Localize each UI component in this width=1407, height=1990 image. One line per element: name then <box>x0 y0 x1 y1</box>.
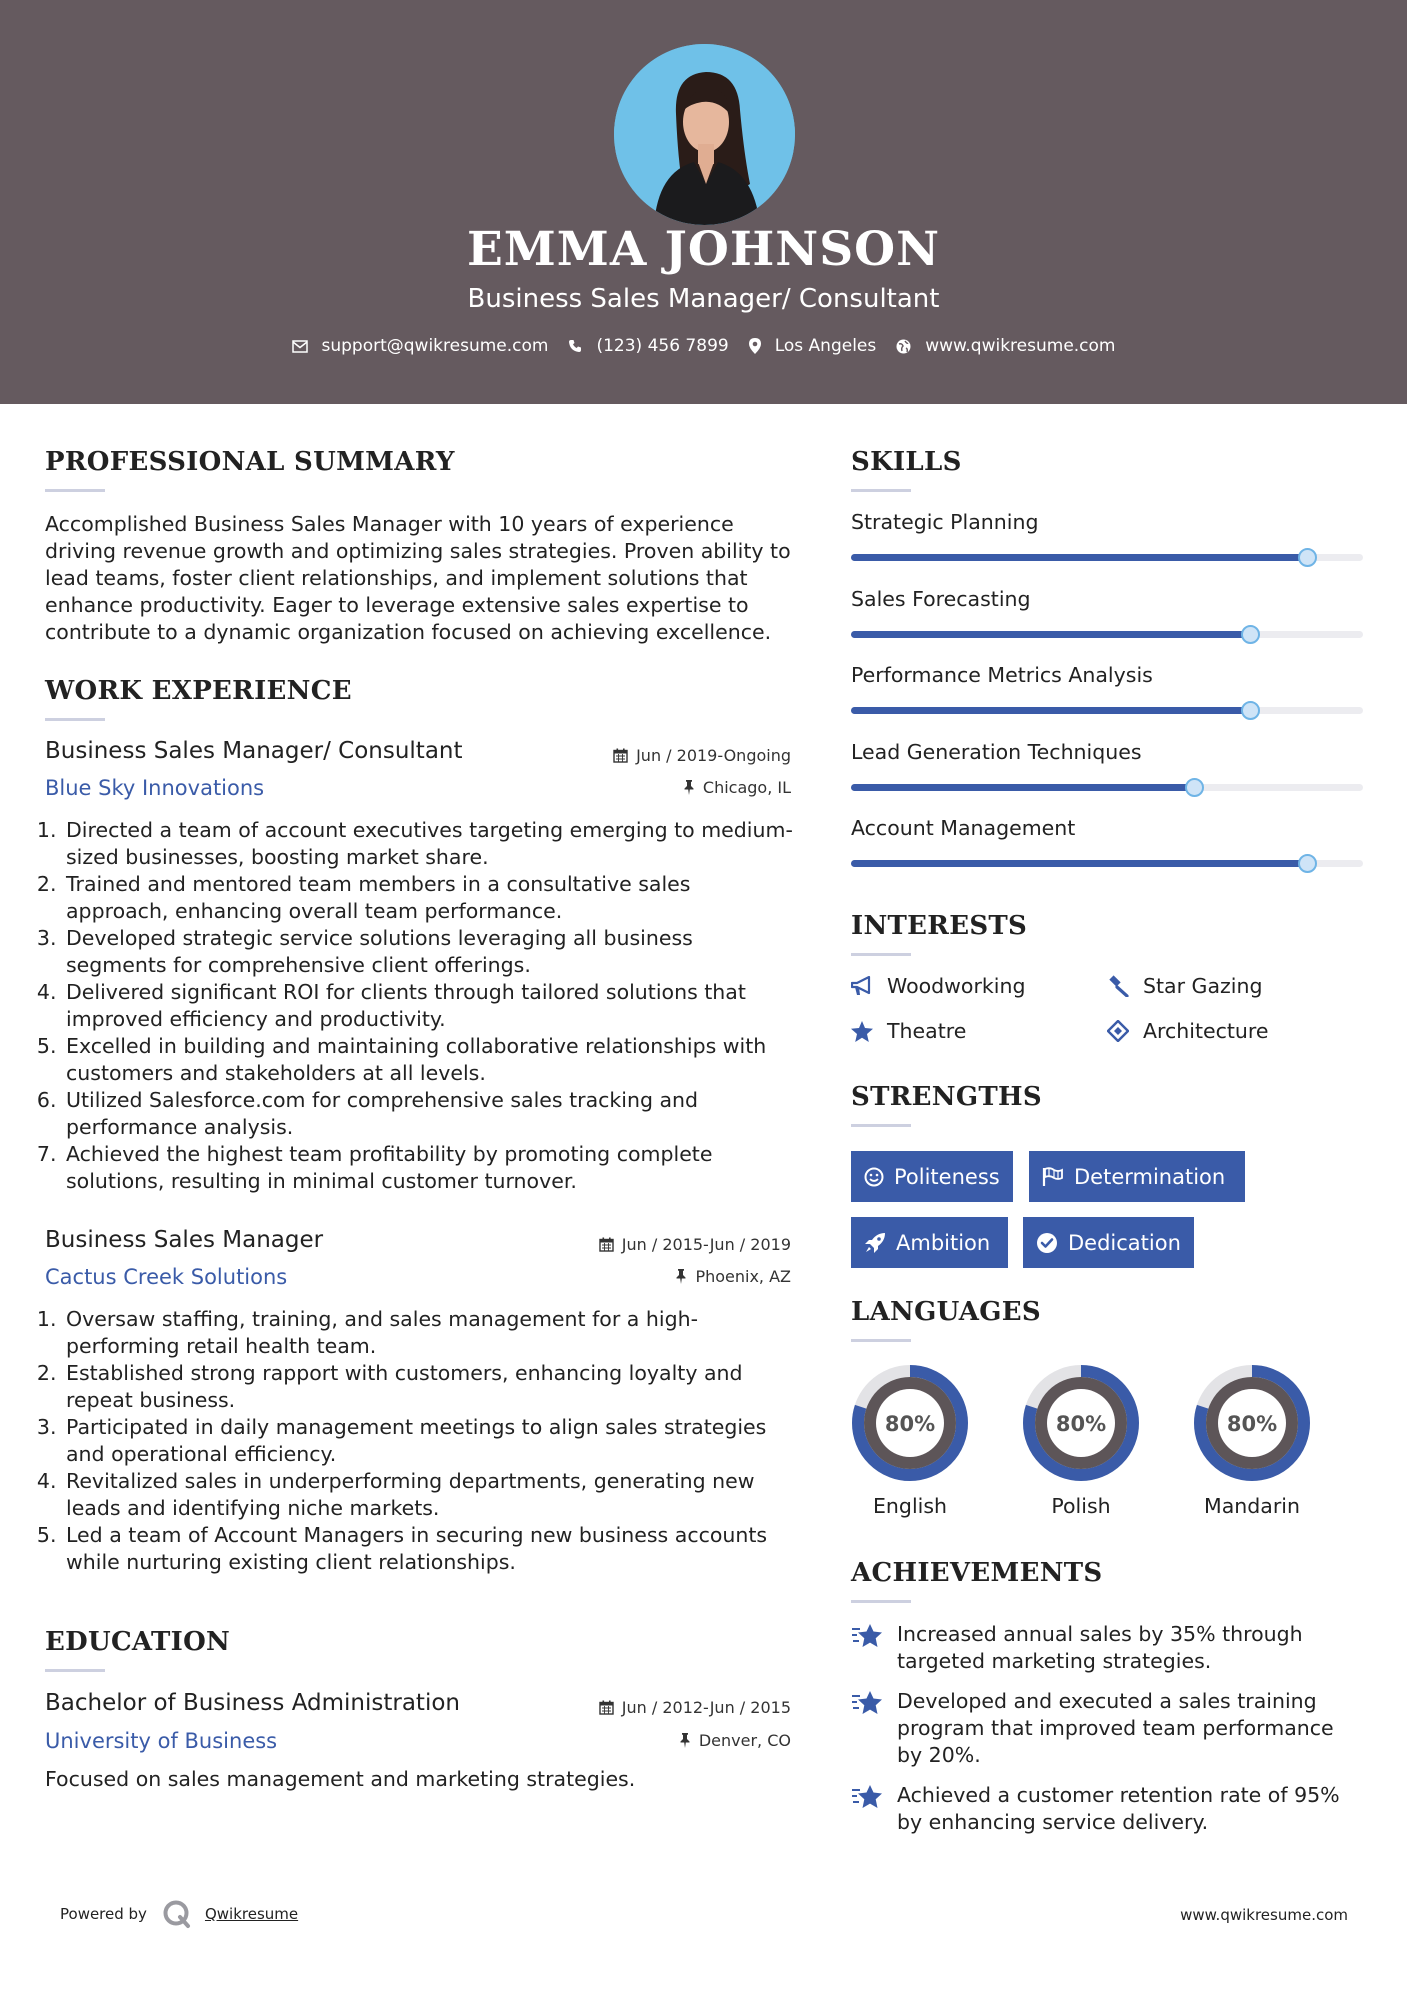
list-item: 2. Trained and mentored team members in a consultative sales approach, enhancing overall team performance. <box>63 871 795 925</box>
strength-label: Ambition <box>896 1230 991 1255</box>
job-date-text: Jun / 2015-Jun / 2019 <box>621 1235 791 1254</box>
contact-location-text: Los Angeles <box>774 336 877 356</box>
trophy-star-icon <box>851 1784 883 1810</box>
envelope-icon <box>292 340 308 353</box>
achievement-item <box>851 1782 1361 1836</box>
section-underline <box>45 718 105 721</box>
rocket-icon <box>864 1232 886 1254</box>
contact-website-text: www.qwikresume.com <box>925 336 1116 356</box>
education-heading: EDUCATION <box>45 1627 231 1657</box>
strength-label: Dedication <box>1068 1230 1181 1255</box>
list-item: 6. Utilized Salesforce.com for comprehensive sales tracking and performance analysis. <box>63 1087 795 1141</box>
skill-level-fill <box>851 631 1250 638</box>
calendar-icon <box>599 1700 614 1715</box>
section-underline <box>851 953 911 956</box>
pushpin-icon <box>679 1733 691 1748</box>
strength-tag <box>1029 1151 1245 1202</box>
skill-level-knob <box>1241 701 1260 720</box>
section-underline <box>851 1124 911 1127</box>
job-bullets <box>45 817 795 1195</box>
job-company: Blue Sky Innovations <box>45 776 265 800</box>
list-item: 4. Revitalized sales in underperforming departments, generating new leads and identifying niche markets. <box>63 1468 795 1522</box>
achievement-text: Achieved a customer retention rate of 95% by enhancing service delivery. <box>897 1783 1340 1834</box>
list-item: 1. Oversaw staffing, training, and sales management for a high-performing retail health team. <box>63 1306 795 1360</box>
contact-phone[interactable] <box>568 336 728 356</box>
experience-heading: WORK EXPERIENCE <box>45 676 352 706</box>
job-bullets <box>45 1306 795 1576</box>
degree-title: Bachelor of Business Administration <box>45 1690 460 1716</box>
strength-label: Determination <box>1074 1164 1226 1189</box>
achievement-text: Developed and executed a sales training program that improved team performance by 20%. <box>897 1689 1334 1767</box>
summary-text: Accomplished Business Sales Manager with 10 years of experience driving revenue growth and optimizing sales strategies. Proven ability to lead teams, foster client relationships, and implement solutions that enhance productivity. Eager to leverage extensive sales expertise to contribute to a dynamic organization focused on achieving excellence. <box>45 512 791 644</box>
language-progress-ring <box>1016 1358 1146 1488</box>
contact-phone-text: (123) 456 7899 <box>596 336 729 356</box>
achievement-item <box>851 1621 1361 1675</box>
list-item: 4. Delivered significant ROI for clients through tailored solutions that improved efficiency and productivity. <box>63 979 795 1033</box>
language-item <box>1016 1358 1146 1518</box>
list-item: 3. Developed strategic service solutions leveraging all business segments for comprehensive client offerings. <box>63 925 795 979</box>
education-description: Focused on sales management and marketing strategies. <box>45 1767 636 1791</box>
strengths-heading: STRENGTHS <box>851 1082 1042 1112</box>
section-underline <box>851 1600 911 1603</box>
gavel-icon <box>1107 975 1129 997</box>
language-name: English <box>872 1494 948 1518</box>
interest-item <box>851 1019 966 1043</box>
interest-item <box>851 974 1025 998</box>
footer-website[interactable]: www.qwikresume.com <box>1180 1906 1348 1924</box>
languages-heading: LANGUAGES <box>851 1297 1041 1327</box>
job-location-text: Chicago, IL <box>702 778 791 797</box>
trophy-star-icon <box>851 1690 883 1716</box>
contact-email-text: support@qwikresume.com <box>321 336 549 356</box>
profile-photo <box>614 44 795 225</box>
calendar-icon <box>599 1237 614 1252</box>
strength-label: Politeness <box>894 1164 1000 1189</box>
skill-level-bar <box>851 631 1363 638</box>
skill-name: Performance Metrics Analysis <box>851 663 1153 687</box>
footer-powered-by <box>60 1898 298 1930</box>
school-name: University of Business <box>45 1729 278 1753</box>
flag-icon <box>1042 1167 1064 1187</box>
interests-heading: INTERESTS <box>851 911 1028 941</box>
globe-icon <box>896 339 911 354</box>
list-item: 5. Led a team of Account Managers in securing new business accounts while nurturing existing client relationships. <box>63 1522 795 1576</box>
powered-by-label: Powered by <box>60 1905 147 1923</box>
job-date <box>599 1235 791 1254</box>
skill-level-bar <box>851 707 1363 714</box>
language-percent-label: 80% <box>1226 1412 1278 1436</box>
education-location-text: Denver, CO <box>698 1731 791 1750</box>
job-location <box>683 778 791 797</box>
strength-tag <box>851 1217 1008 1268</box>
job-company: Cactus Creek Solutions <box>45 1265 288 1289</box>
skill-level-knob <box>1241 625 1260 644</box>
skill-level-bar <box>851 860 1363 867</box>
contact-website[interactable] <box>896 336 1115 356</box>
achievement-text: Increased annual sales by 35% through targeted marketing strategies. <box>897 1622 1303 1673</box>
skill-level-knob <box>1185 778 1204 797</box>
calendar-icon <box>613 748 628 763</box>
candidate-title: Business Sales Manager/ Consultant <box>467 284 940 314</box>
contact-email[interactable] <box>292 336 549 356</box>
interest-label: Star Gazing <box>1143 974 1263 998</box>
education-date <box>599 1698 791 1717</box>
list-item: 1. Directed a team of account executives targeting emerging to medium-sized businesses, boosting market share. <box>63 817 795 871</box>
section-underline <box>45 489 105 492</box>
check-circle-icon <box>1036 1232 1058 1254</box>
skill-name: Sales Forecasting <box>851 586 1031 611</box>
list-item: 7. Achieved the highest team profitability by promoting complete solutions, resulting in minimal customer turnover. <box>63 1141 795 1195</box>
job-title: Business Sales Manager <box>45 1227 324 1253</box>
list-item: 5. Excelled in building and maintaining collaborative relationships with customers and stakeholders at all levels. <box>63 1033 795 1087</box>
interest-item <box>1107 1019 1269 1043</box>
section-underline <box>45 1669 105 1672</box>
ticket-icon <box>1107 1020 1129 1042</box>
skill-level-fill <box>851 554 1307 561</box>
skill-name: Account Management <box>851 816 1076 840</box>
skill-level-fill <box>851 784 1194 791</box>
achievements-heading: ACHIEVEMENTS <box>851 1558 1103 1588</box>
list-item: 2. Established strong rapport with customers, enhancing loyalty and repeat business. <box>63 1360 795 1414</box>
pushpin-icon <box>683 780 695 795</box>
achievement-item <box>851 1688 1361 1769</box>
language-item <box>1187 1358 1317 1518</box>
skills-heading: SKILLS <box>851 447 962 477</box>
phone-icon <box>568 339 582 353</box>
job-location-text: Phoenix, AZ <box>695 1267 791 1286</box>
map-pin-icon <box>749 338 761 354</box>
education-location <box>679 1731 791 1750</box>
strength-tag <box>851 1151 1013 1202</box>
language-name: Mandarin <box>1204 1494 1300 1518</box>
job-date-text: Jun / 2019-Ongoing <box>636 746 791 765</box>
skill-level-fill <box>851 860 1307 867</box>
job-title: Business Sales Manager/ Consultant <box>45 738 463 764</box>
interest-label: Woodworking <box>887 974 1026 998</box>
person-portrait-icon <box>614 44 795 225</box>
bullhorn-icon <box>851 976 873 996</box>
smile-icon <box>864 1167 884 1187</box>
trophy-star-icon <box>851 1623 883 1649</box>
strength-tag <box>1023 1217 1194 1268</box>
candidate-name: EMMA JOHNSON <box>466 222 941 277</box>
contact-bar <box>0 336 1407 356</box>
interest-label: Architecture <box>1143 1019 1269 1043</box>
skill-level-knob <box>1298 854 1317 873</box>
summary-heading: PROFESSIONAL SUMMARY <box>45 447 455 477</box>
section-underline <box>851 1339 911 1342</box>
job-location <box>675 1267 791 1286</box>
language-percent-label: 80% <box>1055 1412 1107 1436</box>
interest-item <box>1107 974 1262 998</box>
star-icon <box>851 1021 873 1042</box>
skill-name: Lead Generation Techniques <box>851 739 1142 764</box>
language-name: Polish <box>1051 1494 1111 1518</box>
skill-name: Strategic Planning <box>851 510 1039 534</box>
skill-level-fill <box>851 707 1250 714</box>
contact-location <box>749 336 877 356</box>
language-progress-ring <box>1187 1358 1317 1488</box>
qwikresume-logo-icon <box>161 1898 193 1930</box>
qwikresume-link[interactable]: Qwikresume <box>204 1905 299 1923</box>
language-percent-label: 80% <box>884 1412 936 1436</box>
skill-level-bar <box>851 784 1363 791</box>
language-item <box>845 1358 975 1518</box>
skill-level-bar <box>851 554 1363 561</box>
language-progress-ring <box>845 1358 975 1488</box>
list-item: 3. Participated in daily management meetings to align sales strategies and operational efficiency. <box>63 1414 795 1468</box>
skill-level-knob <box>1298 548 1317 567</box>
pushpin-icon <box>675 1269 687 1284</box>
interest-label: Theatre <box>887 1019 967 1043</box>
job-date <box>613 746 791 765</box>
section-underline <box>851 489 911 492</box>
education-date-text: Jun / 2012-Jun / 2015 <box>621 1698 791 1717</box>
resume-header <box>0 0 1407 404</box>
